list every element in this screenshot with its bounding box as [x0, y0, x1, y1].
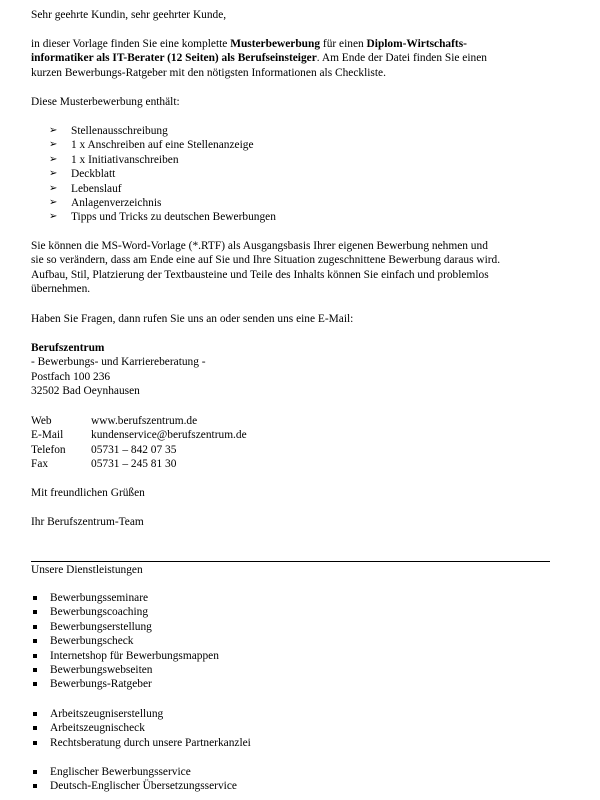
usage-line: Sie können die MS-Word-Vorlage (*.RTF) als Ausgangsbasis Ihrer eigenen Bewerbung nehmen und — [31, 240, 488, 252]
closing-text: Mit freundlichen Grüßen — [31, 487, 145, 499]
services-list-3 — [31, 765, 551, 794]
list-item-label: Deutsch-Englischer Übersetzungsservice — [50, 780, 237, 793]
square-bullet-icon — [33, 726, 37, 730]
list-item — [31, 182, 551, 196]
intro-text-3: . Am Ende der Datei finden Sie einen — [316, 52, 487, 65]
contact-row-fax — [31, 457, 551, 471]
list-item — [31, 138, 551, 152]
services-list-1 — [31, 591, 551, 692]
contact-label: Telefon — [31, 443, 66, 456]
list-item-label: Rechtsberatung durch unsere Partnerkanzlei — [50, 736, 251, 749]
list-item-label: Deckblatt — [71, 168, 116, 181]
list-item — [31, 707, 551, 721]
list-item-label: 1 x Anschreiben auf eine Stellenanzeige — [71, 139, 254, 152]
intro-bold-musterbewerbung: Musterbewerbung — [230, 38, 321, 50]
intro-bold-informatiker: informatiker als IT-Berater (12 Seiten) als Berufseinsteiger — [31, 52, 317, 65]
list-item-label: Internetshop für Bewerbungsmappen — [50, 649, 219, 662]
intro-line-2 — [31, 51, 551, 65]
address-city: 32502 Bad Oeynhausen — [31, 385, 140, 398]
square-bullet-icon — [33, 639, 37, 643]
list-item — [31, 663, 551, 677]
arrow-bullet-icon: ➢ — [49, 153, 58, 165]
list-item-label: 1 x Initiativanschreiben — [71, 153, 179, 166]
intro-text-1: in dieser Vorlage finden Sie eine komplette — [31, 38, 231, 50]
fax-value: 05731 – 245 81 30 — [91, 458, 177, 471]
square-bullet-icon — [33, 712, 37, 716]
list-item-label: Bewerbungswebseiten — [50, 663, 153, 676]
intro-text-2: für einen — [320, 38, 367, 50]
intro-bold-diplom: Diplom-Wirtschafts- — [366, 38, 467, 50]
arrow-bullet-icon: ➢ — [49, 139, 58, 151]
list-item — [31, 124, 551, 138]
arrow-bullet-icon: ➢ — [49, 125, 58, 136]
address-block — [31, 341, 551, 399]
list-item — [31, 153, 551, 167]
salutation: Sehr geehrte Kundin, sehr geehrter Kunde, — [31, 9, 227, 21]
section-divider — [31, 561, 550, 562]
signature-text: Ihr Berufszentrum-Team — [31, 516, 144, 528]
list-item — [31, 605, 551, 619]
contact-label: Web — [31, 415, 52, 427]
questions-text: Haben Sie Fragen, dann rufen Sie uns an oder senden uns eine E-Mail: — [31, 313, 354, 325]
square-bullet-icon — [33, 682, 37, 686]
arrow-bullet-icon: ➢ — [49, 182, 58, 194]
square-bullet-icon — [33, 610, 37, 614]
list-item-label: Lebenslauf — [71, 182, 122, 195]
list-item — [31, 677, 551, 691]
contact-label: E-Mail — [31, 429, 64, 442]
email-link[interactable]: kundenservice@berufszentrum.de — [91, 429, 247, 442]
list-item — [31, 721, 551, 735]
square-bullet-icon — [33, 770, 37, 774]
intro-paragraph — [31, 37, 551, 80]
company-subtitle: - Bewerbungs- und Karriereberatung - — [31, 356, 206, 369]
square-bullet-icon — [33, 741, 37, 745]
contact-row-web — [31, 414, 551, 428]
list-item — [31, 736, 551, 750]
usage-line: übernehmen. — [31, 283, 91, 296]
services-heading: Unsere Dienstleistungen — [31, 564, 143, 576]
contact-block — [31, 414, 551, 472]
square-bullet-icon — [33, 654, 37, 658]
arrow-bullet-icon: ➢ — [49, 168, 58, 180]
list-item — [31, 196, 551, 210]
contents-list — [31, 124, 551, 225]
intro-line-3: kurzen Bewerbungs-Ratgeber mit den nötigsten Informationen als Checkliste. — [31, 66, 386, 79]
square-bullet-icon — [33, 668, 37, 672]
list-item — [31, 167, 551, 181]
list-item — [31, 765, 551, 779]
usage-paragraph — [31, 239, 551, 297]
contact-row-phone — [31, 443, 551, 457]
list-item — [31, 779, 551, 793]
intro-line-1 — [31, 37, 551, 51]
list-item — [31, 210, 551, 224]
list-item-label: Stellenausschreibung — [71, 125, 168, 137]
list-item-label: Bewerbungscheck — [50, 635, 134, 648]
list-item-label: Bewerbungserstellung — [50, 620, 152, 633]
arrow-bullet-icon: ➢ — [49, 211, 58, 223]
list-item — [31, 591, 551, 605]
services-list-2 — [31, 707, 551, 750]
square-bullet-icon — [33, 625, 37, 629]
list-item — [31, 649, 551, 663]
list-item-label: Tipps und Tricks zu deutschen Bewerbungen — [71, 211, 276, 224]
contact-label: Fax — [31, 458, 49, 471]
address-street: Postfach 100 236 — [31, 370, 111, 383]
square-bullet-icon — [33, 784, 37, 788]
list-item-label: Bewerbungscoaching — [50, 606, 149, 619]
usage-line: sie so verändern, dass am Ende eine auf Sie und Ihre Situation zugeschnittene Bewerbung daraus wird. — [31, 254, 501, 267]
list-item-label: Arbeitszeugnischeck — [50, 722, 145, 735]
list-item-label: Arbeitszeugniserstellung — [50, 708, 164, 720]
contents-heading: Diese Musterbewerbung enthält: — [31, 96, 180, 108]
phone-value: 05731 – 842 07 35 — [91, 443, 177, 456]
arrow-bullet-icon: ➢ — [49, 196, 58, 208]
web-link[interactable]: www.berufszentrum.de — [91, 415, 198, 427]
square-bullet-icon — [33, 596, 37, 600]
list-item-label: Anlagenverzeichnis — [71, 196, 162, 209]
usage-line: Aufbau, Stil, Platzierung der Textbausteine und Teile des Inhalts können Sie einfach und problemlos — [31, 268, 489, 281]
list-item — [31, 634, 551, 648]
list-item-label: Bewerbungsseminare — [50, 592, 149, 604]
list-item — [31, 620, 551, 634]
contact-row-email — [31, 428, 551, 442]
list-item-label: Englischer Bewerbungsservice — [50, 766, 191, 778]
list-item-label: Bewerbungs-Ratgeber — [50, 678, 152, 691]
company-name: Berufszentrum — [31, 342, 105, 354]
